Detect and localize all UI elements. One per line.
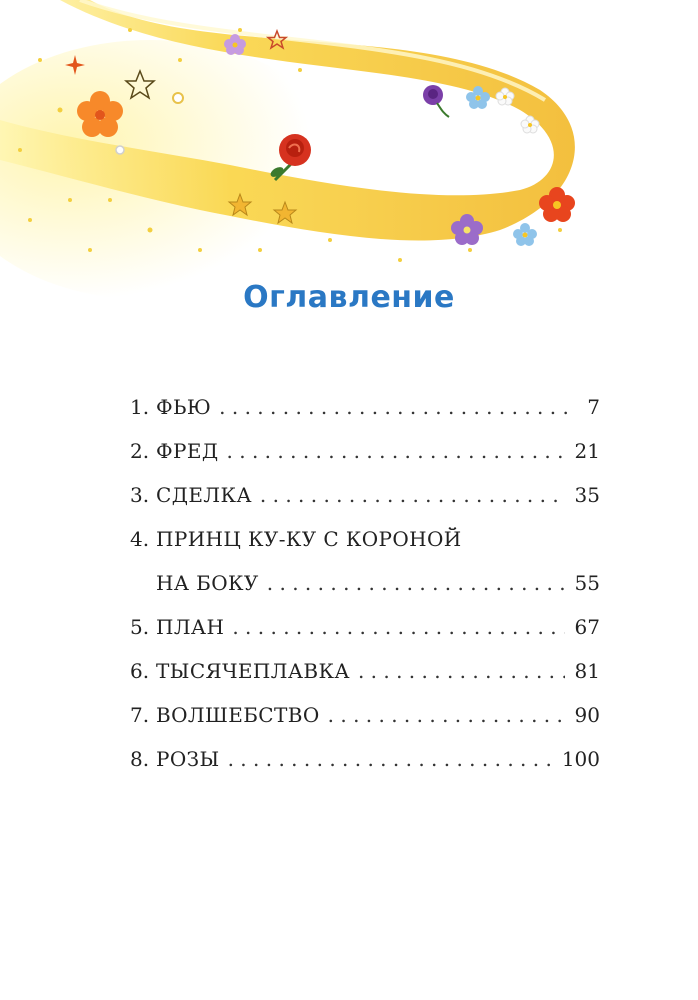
toc-label: ФЬЮ	[156, 395, 212, 419]
toc-entry[interactable]	[130, 605, 600, 649]
leader-dots	[260, 473, 565, 517]
toc-entry-continuation[interactable]	[130, 561, 600, 605]
toc-number: 6.	[130, 659, 150, 683]
leader-dots	[228, 737, 552, 781]
toc-page: 90	[574, 703, 600, 727]
toc-number: 8.	[130, 747, 150, 771]
toc-number: 1.	[130, 395, 150, 419]
toc-number: 2.	[130, 439, 150, 463]
toc-page: 81	[574, 659, 600, 683]
page-title: Оглавление	[243, 280, 455, 315]
toc-entry[interactable]	[130, 473, 600, 517]
toc-label: ФРЕД	[156, 439, 219, 463]
toc-number: 7.	[130, 703, 150, 727]
purple-rose-icon	[423, 85, 449, 117]
toc-page: 7	[587, 395, 600, 419]
toc-entry[interactable]	[130, 649, 600, 693]
toc-label: ПЛАН	[156, 615, 225, 639]
toc-label-line1: ПРИНЦ КУ-КУ С КОРОНОЙ	[156, 527, 462, 551]
sparkle-icon	[173, 93, 183, 103]
toc-page: 21	[574, 439, 600, 463]
toc-entry[interactable]	[130, 693, 600, 737]
toc-label: ВОЛШЕБСТВО	[156, 703, 320, 727]
leader-dots	[219, 385, 568, 429]
leader-dots	[328, 693, 565, 737]
leader-dots	[232, 605, 564, 649]
toc-label: РОЗЫ	[156, 747, 220, 771]
toc-entry[interactable]	[130, 517, 600, 561]
table-of-contents	[130, 385, 600, 781]
toc-entry[interactable]	[130, 429, 600, 473]
blue-flower-icon	[513, 223, 537, 246]
toc-number: 5.	[130, 615, 150, 639]
sparkle-icon	[116, 146, 124, 154]
toc-entry[interactable]	[130, 737, 600, 781]
toc-page: 55	[574, 571, 600, 595]
toc-entry[interactable]	[130, 385, 600, 429]
toc-label: ТЫСЯЧЕПЛАВКА	[156, 659, 350, 683]
toc-label: СДЕЛКА	[156, 483, 252, 507]
leader-dots	[358, 649, 565, 693]
leader-dots	[227, 429, 565, 473]
toc-number: 3.	[130, 483, 150, 507]
toc-page: 35	[574, 483, 600, 507]
toc-page: 67	[574, 615, 600, 639]
toc-number: 4.	[130, 527, 150, 551]
toc-label: НА БОКУ	[156, 571, 259, 595]
header-illustration	[0, 0, 698, 300]
leader-dots	[267, 561, 565, 605]
toc-page: 100	[561, 747, 600, 771]
